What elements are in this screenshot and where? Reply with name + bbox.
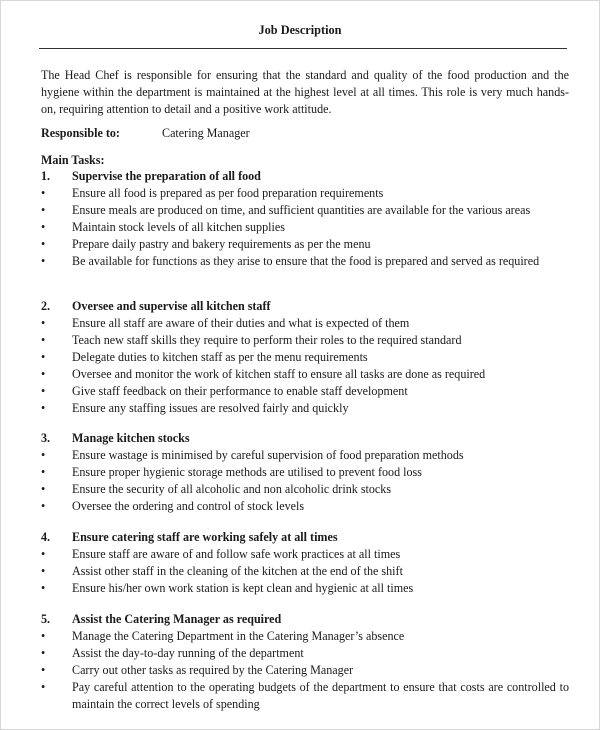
list-item [41, 253, 569, 270]
responsible-to-line [41, 125, 569, 142]
responsible-to-label: Responsible to: [41, 126, 120, 140]
bullet-icon: • [41, 680, 46, 694]
document-title: Job Description [258, 23, 342, 37]
list-item-text: Ensure all staff are aware of their duties and what is expected of them [72, 316, 410, 330]
list-item [41, 662, 569, 679]
list-item [41, 580, 569, 597]
task-bullet-list [41, 185, 569, 270]
list-item-text: Ensure proper hygienic storage methods are utilised to prevent food loss [72, 465, 422, 479]
bullet-icon: • [41, 350, 46, 364]
list-item [41, 366, 569, 383]
bullet-icon: • [41, 482, 46, 496]
bullet-icon: • [41, 581, 46, 595]
list-item-text: Ensure meals are produced on time, and sufficient quantities are available for the various areas [72, 203, 531, 217]
task-heading [41, 529, 569, 546]
main-tasks-heading: Main Tasks: [41, 153, 105, 167]
task-bullet-list [41, 447, 569, 515]
task-heading [41, 611, 569, 628]
bullet-icon: • [41, 465, 46, 479]
list-item [41, 498, 569, 515]
list-item-text: Ensure staff are aware of and follow safe work practices at all times [72, 547, 401, 561]
list-item-text: Oversee the ordering and control of stock levels [72, 499, 305, 513]
list-item [41, 464, 569, 481]
list-item [41, 645, 569, 662]
bullet-icon: • [41, 564, 46, 578]
list-item-text: Oversee and monitor the work of kitchen staff to ensure all tasks are done as required [72, 367, 486, 381]
list-item [41, 332, 569, 349]
intro-paragraph: The Head Chef is responsible for ensuring that the standard and quality of the food production and the hygiene within the department is maintained at the highest level at all times. This role is very much hands-on, requiring attention to detail and a positive work attitude. [41, 68, 569, 116]
list-item [41, 219, 569, 236]
task-number: 4. [41, 530, 51, 544]
list-item-text: Ensure wastage is minimised by careful supervision of food preparation methods [72, 448, 464, 462]
list-item-text: Carry out other tasks as required by the Catering Manager [72, 663, 354, 677]
list-item [41, 185, 569, 202]
bullet-icon: • [41, 203, 46, 217]
bullet-icon: • [41, 629, 46, 643]
bullet-icon: • [41, 384, 46, 398]
list-item-text: Give staff feedback on their performance to enable staff development [72, 384, 408, 398]
bullet-icon: • [41, 220, 46, 234]
list-item [41, 400, 569, 417]
task-heading [41, 298, 569, 315]
list-item-text: Ensure all food is prepared as per food preparation requirements [72, 186, 384, 200]
task-bullet-list [41, 628, 569, 713]
bullet-icon: • [41, 663, 46, 677]
bullet-icon: • [41, 499, 46, 513]
task-title: Oversee and supervise all kitchen staff [72, 299, 271, 313]
task-section-1 [41, 168, 569, 270]
list-item [41, 481, 569, 498]
list-item [41, 546, 569, 563]
task-number: 2. [41, 299, 51, 313]
bullet-icon: • [41, 646, 46, 660]
bullet-icon: • [41, 333, 46, 347]
list-item-text: Assist other staff in the cleaning of the kitchen at the end of the shift [72, 564, 403, 578]
list-item [41, 563, 569, 580]
list-item [41, 349, 569, 366]
bullet-icon: • [41, 547, 46, 561]
responsible-to-value: Catering Manager [162, 126, 250, 140]
list-item-text: Pay careful attention to the operating budgets of the department to ensure that costs are controlled to maintain the correct levels of spending [72, 680, 569, 711]
bullet-icon: • [41, 367, 46, 381]
title-divider [39, 48, 567, 49]
task-title: Assist the Catering Manager as required [72, 612, 282, 626]
list-item [41, 383, 569, 400]
task-section-2 [41, 298, 569, 417]
list-item-text: Ensure his/her own work station is kept clean and hygienic at all times [72, 581, 414, 595]
task-heading [41, 168, 569, 185]
task-number: 1. [41, 169, 51, 183]
bullet-icon: • [41, 237, 46, 251]
task-number: 5. [41, 612, 51, 626]
list-item-text: Ensure any staffing issues are resolved fairly and quickly [72, 401, 349, 415]
bullet-icon: • [41, 448, 46, 462]
task-heading [41, 430, 569, 447]
task-title: Manage kitchen stocks [72, 431, 190, 445]
list-item-text: Be available for functions as they arise to ensure that the food is prepared and served as required [72, 254, 540, 268]
list-item [41, 679, 569, 713]
task-section-4 [41, 529, 569, 597]
list-item-text: Teach new staff skills they require to perform their roles to the required standard [72, 333, 462, 347]
list-item-text: Assist the day-to-day running of the department [72, 646, 304, 660]
list-item-text: Maintain stock levels of all kitchen supplies [72, 220, 285, 234]
list-item [41, 447, 569, 464]
list-item [41, 236, 569, 253]
list-item-text: Prepare daily pastry and bakery requirements as per the menu [72, 237, 371, 251]
list-item-text: Delegate duties to kitchen staff as per the menu requirements [72, 350, 368, 364]
bullet-icon: • [41, 254, 46, 268]
bullet-icon: • [41, 186, 46, 200]
task-number: 3. [41, 431, 51, 445]
list-item [41, 628, 569, 645]
task-section-5 [41, 611, 569, 713]
list-item [41, 202, 569, 219]
task-title: Supervise the preparation of all food [72, 169, 261, 183]
task-section-3 [41, 430, 569, 515]
list-item [41, 315, 569, 332]
bullet-icon: • [41, 316, 46, 330]
list-item-text: Ensure the security of all alcoholic and non alcoholic drink stocks [72, 482, 392, 496]
list-item-text: Manage the Catering Department in the Catering Manager’s absence [72, 629, 405, 643]
task-bullet-list [41, 315, 569, 417]
task-title: Ensure catering staff are working safely at all times [72, 530, 338, 544]
bullet-icon: • [41, 401, 46, 415]
task-bullet-list [41, 546, 569, 597]
